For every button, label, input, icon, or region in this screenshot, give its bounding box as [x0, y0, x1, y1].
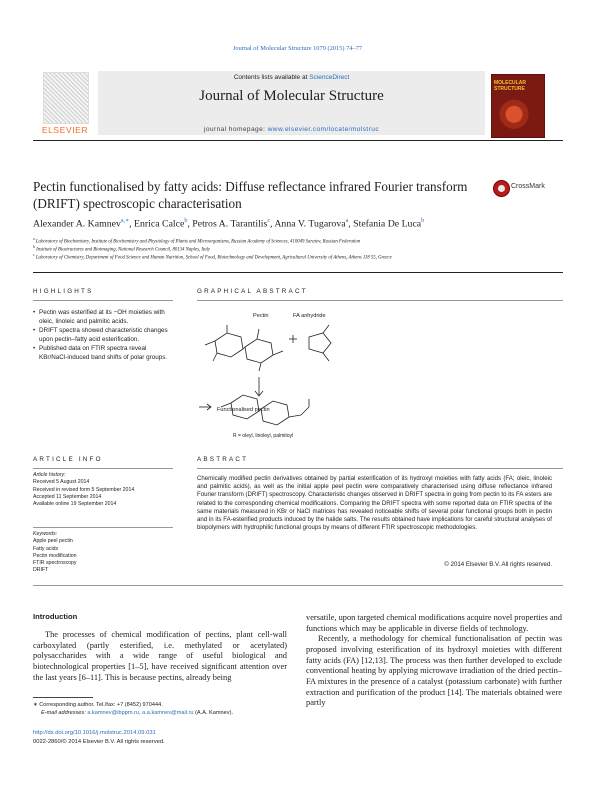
keywords-rule [33, 527, 173, 528]
footnote-rule [33, 697, 93, 698]
highlight-item: • Published data on FTIR spectra reveal KBr/NaCl-induced band shifts of polar groups. [33, 345, 173, 362]
journal-homepage-line [98, 126, 485, 133]
author-name: Enrica Calce [134, 218, 185, 230]
abstract-copyright: © 2014 Elsevier B.V. All rights reserved. [444, 561, 552, 568]
article-history [33, 472, 173, 508]
journal-reference[interactable]: Journal of Molecular Structure 1079 (2015) 74–77 [232, 45, 363, 52]
author-affiliation-mark[interactable]: c [267, 218, 270, 224]
issn-copyright-line: 0022-2860/© 2014 Elsevier B.V. All rights reserved. [33, 739, 165, 745]
highlights-rule [33, 300, 173, 301]
abstract-heading: ABSTRACT [197, 456, 249, 463]
email-links[interactable]: a.kamnev@ibppm.ru, a.a.kamnev@mail.ru [87, 709, 194, 716]
keyword-item: Apple peel pectin [33, 538, 73, 545]
affiliation-text: Laboratory of Chemistry, Department of Food Science and Human Nutrition, School of Food, Biotechnology and Development, Agricultural University of Athens, Athens 118 55, Greece [35, 255, 392, 261]
journal-cover-image [491, 74, 545, 138]
highlights-heading: HIGHLIGHTS [33, 288, 94, 295]
article-info-heading: ARTICLE INFO [33, 456, 103, 463]
author-name: Stefania De Luca [353, 218, 422, 230]
article-history-label: Article history: [33, 472, 66, 478]
author-name: Petros A. Tarantilis [192, 218, 268, 230]
sugar-ring [245, 339, 273, 363]
history-item: Received in revised form 5 September 2014 [33, 486, 135, 493]
elsevier-wordmark: ELSEVIER [41, 125, 89, 135]
ga-label-pectin: Pectin [253, 313, 269, 319]
header-rule [33, 140, 563, 141]
contents-availability-line [98, 74, 485, 81]
email-label: E-mail addresses: [41, 709, 88, 716]
body-paragraph: Recently, a methodology for chemical functionalisation of pectin was proposed involving esterification of its hydroxyl moieties with different fatty acids (FA) [12,13]. The process was then further developed to exclude conventional heating by applying microwave irradiation of the dried pectin–FA mixtures in the presence of a catalyst (potassium carbonate) with further extraction and purification of the product [14]. The materials obtained were partly [306, 634, 562, 708]
author-affiliation-mark[interactable]: a [345, 218, 349, 224]
ga-label-functionalised-pectin: Functionalised pectin [217, 407, 270, 413]
elsevier-tree-logo [43, 72, 89, 124]
introduction-heading: Introduction [33, 612, 78, 621]
title-block-rule [33, 272, 563, 273]
author-affiliation-mark[interactable]: b [421, 218, 425, 224]
footnote [33, 702, 287, 717]
graphical-abstract-image [197, 303, 357, 461]
author-affiliation-mark[interactable]: a,∗ [120, 218, 130, 224]
affiliation [33, 245, 568, 253]
cover-title: MOLECULAR STRUCTURE [494, 80, 526, 92]
email-addresses-line [33, 710, 287, 718]
doi-link[interactable]: http://dx.doi.org/10.1016/j.molstruc.2014.09.031 [33, 730, 156, 736]
sugar-ring [215, 333, 243, 357]
abstract-text: Chemically modified pectin derivatives obtained by partial esterification of its hydroxyl moieties with fatty acids (FA; oleic, linoleic and palmitic acids), as well as the initial apple peel pectin were comparatively characterised using diffuse reflectance infrared Fourier transform (DRIFT) spectroscopy. Characteristic changes observed in DRIFT spectra in going from pectin to its FA esters are related to the corresponding chemical modifications. Comparing the DRIFT spectra with some reported data on FTIR spectra of the same materials measured in KBr or NaCl matrices has revealed noticeable shifts of several polar functional groups both in pectin and in its FA-esterified products induced by the halide salts. The results obtained have implications for careful structural analyses of biopolymers with hydrophilic functional groups by means of different FTIR spectroscopic methodologies. [197, 475, 552, 532]
affiliation [33, 237, 568, 245]
author-name: Anna V. Tugarova [274, 218, 346, 230]
keywords-label: Keywords: [33, 531, 58, 537]
ga-label-fa-anhydride: FA anhydride [293, 313, 326, 319]
body-paragraph: versatile, upon targeted chemical modifications acquire novel properties and functions which may be applicable in diverse fields of technology. [306, 613, 562, 633]
highlight-item: • DRIFT spectra showed characteristic changes upon pectin–fatty acid esterification. [33, 327, 173, 344]
abstract-bottom-rule [33, 585, 563, 586]
sciencedirect-link[interactable]: ScienceDirect [309, 74, 350, 81]
crossmark-label: CrossMark [511, 183, 545, 190]
history-item: Available online 19 September 2014 [33, 501, 117, 508]
abstract-rule [197, 468, 563, 469]
crossmark-badge[interactable] [493, 180, 563, 196]
journal-title: Journal of Molecular Structure [199, 88, 384, 104]
affiliation-mark: c [33, 253, 35, 257]
affiliation-text: Institute of Biostructures and Bioimaging, National Research Council, 80134 Naples, Italy [36, 247, 211, 253]
email-suffix: (A.A. Kamnev). [193, 709, 233, 716]
keywords-block [33, 531, 173, 575]
history-item: Received 5 August 2014 [33, 479, 90, 486]
body-paragraph: The processes of chemical modification of pectins, plant cell-wall carboxylated (partly esterified, i.e. methylated or acetylated) polysaccharides with a wide range of useful biological and biotechnological properties [1–5], have received significant attention over the last years [6–11]. This is because pectins, already being [33, 630, 287, 682]
cover-artwork [498, 99, 538, 133]
affiliation-mark: a [33, 237, 35, 241]
keyword-item: FTIR spectroscopy [33, 560, 77, 567]
corresponding-author-note: ∗ Corresponding author. Tel./fax: +7 (8452) 970444. [33, 702, 163, 708]
body-column-right [306, 613, 562, 709]
body-column-left [33, 630, 287, 683]
anhydride-ring [309, 333, 331, 353]
keyword-item: Fatty acids [33, 545, 59, 552]
sugar-ring [261, 401, 289, 425]
article-info-rule [33, 468, 173, 469]
homepage-link[interactable]: www.elsevier.com/locate/molstruc [267, 126, 380, 133]
crossmark-icon [493, 180, 510, 197]
author-affiliation-mark[interactable]: b [184, 218, 188, 224]
keyword-item: DRIFT [33, 567, 49, 574]
graphical-abstract-rule [197, 300, 563, 301]
affiliation-text: Laboratory of Biochemistry, Institute of Biochemistry and Physiology of Plants and Microorganisms, Russian Academy of Sciences, 410049 Saratov, Russian Federation [35, 239, 361, 245]
homepage-prefix: journal homepage: [203, 126, 268, 133]
author-name: Alexander A. Kamnev [33, 218, 121, 230]
history-item: Accepted 11 September 2014 [33, 493, 102, 500]
affiliation-mark: b [33, 245, 35, 249]
keyword-item: Pectin modification [33, 552, 77, 559]
graphical-abstract-heading: GRAPHICAL ABSTRACT [197, 288, 308, 295]
article-title: Pectin functionalised by fatty acids: Diffuse reflectance infrared Fourier transform (DRIFT) spectroscopic characterisation [33, 179, 468, 211]
affiliation [33, 253, 568, 261]
contents-prefix: Contents lists available at [233, 74, 310, 81]
highlight-item: • Pectin was esterified at its −OH moieties with oleic, linoleic and palmitic acids. [33, 309, 173, 326]
author-list: Alexander A. Kamnev$^{a,∗}$, Enrica Calce$^b$, Petros A. Tarantilis$^c$, Anna V. Tugarova$^a$, Stefania De Luca$^b$ [33, 218, 425, 230]
ga-label-r-groups: R = oleyl, linoleyl, palmitoyl [233, 433, 294, 439]
highlights-list [33, 309, 173, 364]
